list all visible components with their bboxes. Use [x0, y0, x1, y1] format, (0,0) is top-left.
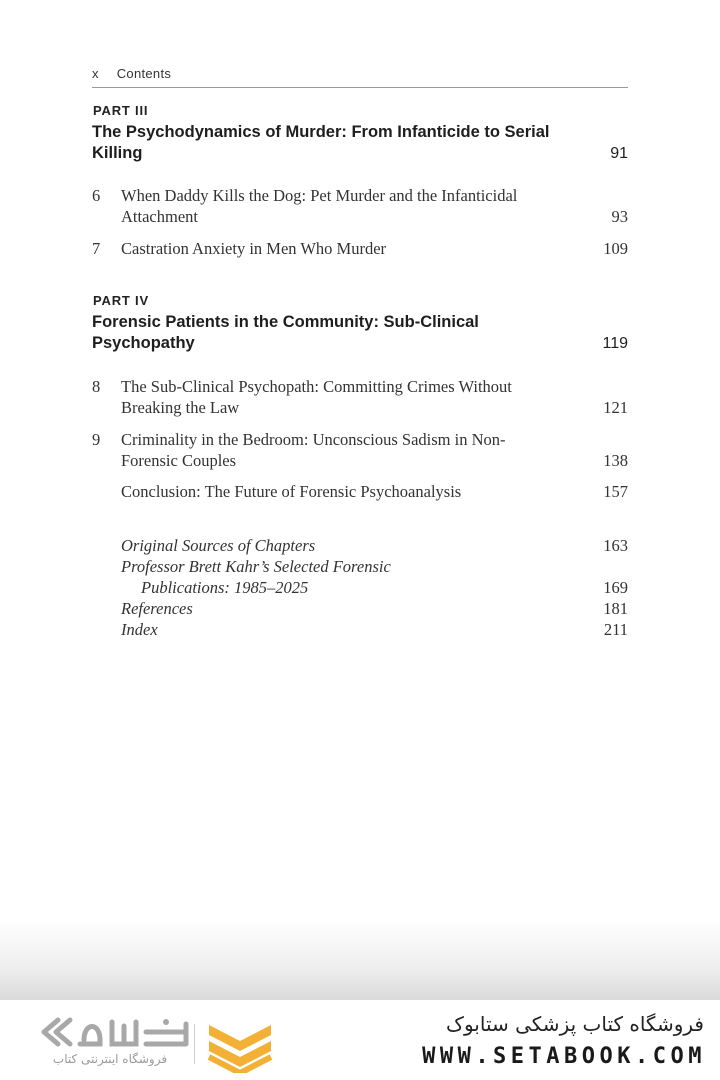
chapter-page-number: 121	[603, 398, 628, 417]
logo-divider	[194, 1024, 195, 1064]
chapter-title: When Daddy Kills the Dog: Pet Murder and the Infanticidal Attachment	[121, 186, 518, 226]
back-matter-title: Professor Brett Kahr’s Selected Forensic	[121, 557, 391, 576]
store-wordmark-logo	[40, 1014, 190, 1050]
part-label: PART IV	[93, 293, 149, 308]
back-matter-entry	[121, 598, 628, 619]
book-chevron-logo-icon	[205, 1021, 275, 1073]
toc-entry	[92, 238, 628, 259]
back-matter-title: Index	[121, 620, 158, 639]
store-url[interactable]: WWW.SETABOOK.COM	[422, 1044, 706, 1069]
running-head-title: Contents	[116, 66, 172, 81]
chapter-page-number: 93	[611, 207, 628, 226]
toc-entry	[92, 185, 628, 227]
running-head	[92, 66, 628, 88]
back-matter-entry	[121, 556, 628, 598]
part-title	[92, 122, 628, 164]
page-folio: x	[92, 66, 99, 81]
chapter-title: Conclusion: The Future of Forensic Psychoanalysis	[121, 482, 462, 501]
part-page-number: 119	[602, 335, 628, 352]
chapter-number: 9	[92, 430, 101, 449]
back-matter-title: Original Sources of Chapters	[121, 536, 316, 555]
store-name: فروشگاه کتاب پزشکی ستابوک	[446, 1012, 704, 1036]
part-title	[92, 312, 628, 354]
toc-entry	[92, 429, 628, 471]
back-matter-page-number: 211	[603, 620, 628, 639]
chapter-title: Criminality in the Bedroom: Unconscious Sadism in Non-Forensic Couples	[121, 430, 506, 470]
store-footer	[0, 1000, 720, 1080]
chapter-number: 8	[92, 377, 101, 396]
back-matter-page-number: 163	[603, 536, 628, 555]
back-matter-title: References	[121, 599, 193, 618]
part-title-text: The Psychodynamics of Murder: From Infanticide to Serial Killing	[92, 123, 550, 162]
chapter-page-number: 138	[603, 451, 628, 470]
back-matter-entry	[121, 619, 628, 640]
back-matter-page-number: 181	[603, 599, 628, 618]
store-logo-subtitle: فروشگاه اینترنتی کتاب	[52, 1052, 168, 1066]
part-label: PART III	[93, 103, 149, 118]
chapter-page-number: 109	[603, 239, 628, 258]
part-page-number: 91	[610, 145, 628, 162]
back-matter-title-continued: Publications: 1985–2025	[141, 578, 309, 597]
back-matter-entry	[121, 535, 628, 556]
chapter-title: The Sub-Clinical Psychopath: Committing Crimes Without Breaking the Law	[121, 377, 512, 417]
back-matter-page-number: 169	[603, 578, 628, 597]
toc-entry	[92, 481, 628, 502]
part-title-text: Forensic Patients in the Community: Sub-Clinical Psychopathy	[92, 313, 479, 352]
toc-entry	[92, 376, 628, 418]
chapter-page-number: 157	[603, 482, 628, 501]
chapter-number: 6	[92, 186, 101, 205]
chapter-title: Castration Anxiety in Men Who Murder	[121, 239, 387, 258]
chapter-number: 7	[92, 239, 101, 258]
